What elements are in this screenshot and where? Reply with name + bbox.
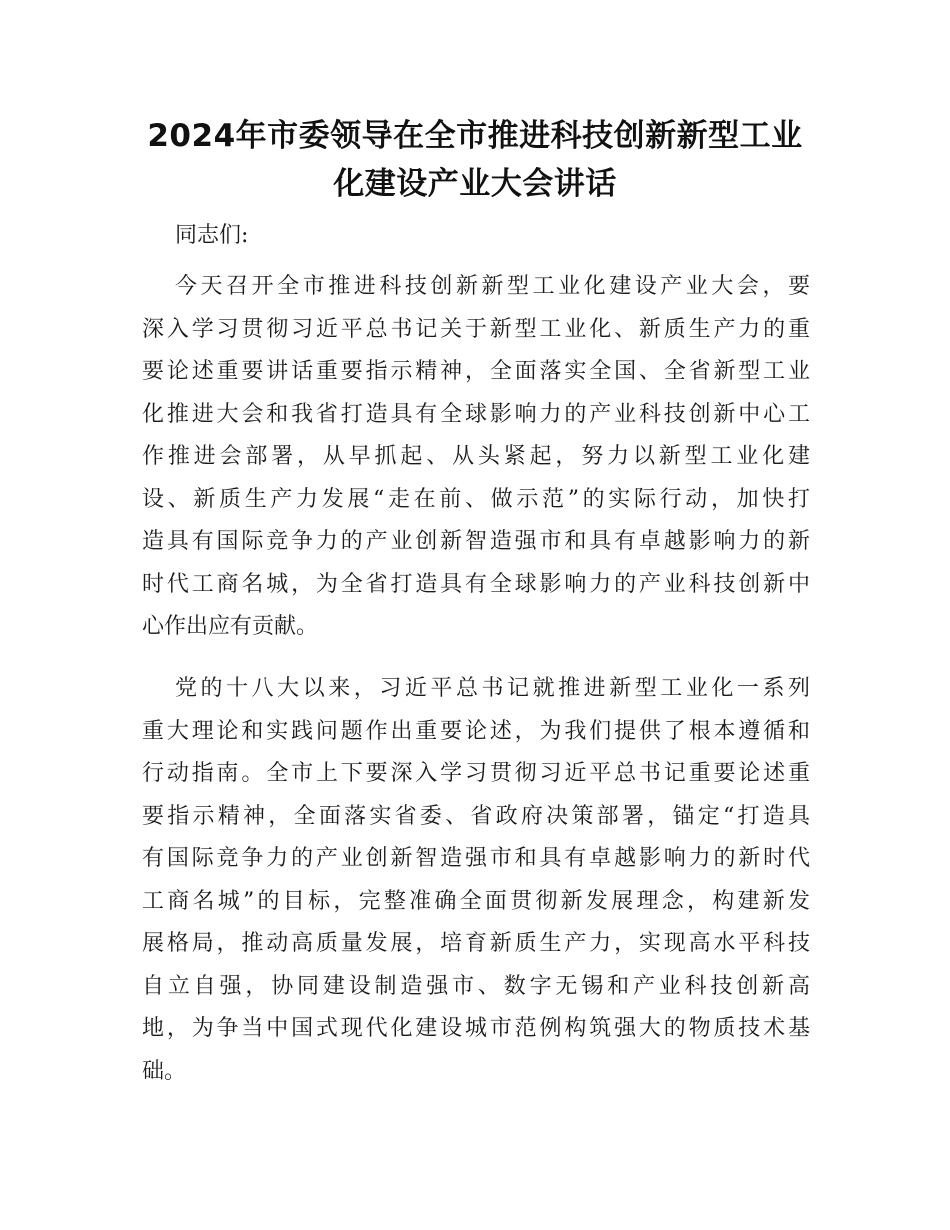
paragraph-line: 深入学习贯彻习近平总书记关于新型工业化、新质生产力的重 (142, 316, 810, 342)
paragraph-line: 作推进会部署，从早抓起、从头紧起，努力以新型工业化建 (142, 444, 810, 469)
paragraph-line: 设、新质生产力发展“走在前、做示范”的实际行动，加快打 (142, 486, 810, 512)
paragraph-line: 有国际竞争力的产业创新智造强市和具有卓越影响力的新时代 (142, 846, 810, 871)
title-line: 2024年市委领导在全市推进科技创新新型工业 (147, 118, 803, 154)
document-title (120, 112, 830, 208)
paragraph-line: 今天召开全市推进科技创新新型工业化建设产业大会，要 (175, 274, 810, 299)
paragraph-line: 地，为争当中国式现代化建设城市范例构筑强大的物质技术基 (142, 1016, 810, 1041)
paragraph-line: 要指示精神，全面落实省委、省政府决策部署，锚定“打造具 (142, 803, 810, 829)
paragraph-1 (142, 266, 810, 649)
paragraph-line: 造具有国际竞争力的产业创新智造强市和具有卓越影响力的新 (142, 529, 810, 554)
paragraph-line: 行动指南。全市上下要深入学习贯彻习近平总书记重要论述重 (142, 761, 810, 786)
paragraph-line: 化推进大会和我省打造具有全球影响力的产业科技创新中心工 (142, 401, 810, 427)
salutation: 同志们: (175, 223, 249, 248)
paragraph-line: 工商名城”的目标，完整准确全面贯彻新发展理念，构建新发 (142, 888, 810, 914)
paragraph-line: 重大理论和实践问题作出重要论述，为我们提供了根本遵循和 (142, 718, 810, 744)
paragraph-2 (142, 668, 810, 1093)
paragraph-line: 础。 (142, 1058, 187, 1084)
paragraph-line: 要论述重要讲话重要指示精神，全面落实全国、全省新型工业 (142, 359, 810, 384)
title-line: 化建设产业大会讲话 (333, 166, 617, 202)
paragraph-line: 心作出应有贡献。 (142, 614, 319, 639)
paragraph-line: 时代工商名城，为全省打造具有全球影响力的产业科技创新中 (142, 571, 810, 597)
paragraph-line: 展格局，推动高质量发展，培育新质生产力，实现高水平科技 (142, 931, 810, 956)
paragraph-line: 党的十八大以来，习近平总书记就推进新型工业化一系列 (175, 676, 810, 701)
paragraph-line: 自立自强，协同建设制造强市、数字无锡和产业科技创新高 (142, 973, 810, 999)
